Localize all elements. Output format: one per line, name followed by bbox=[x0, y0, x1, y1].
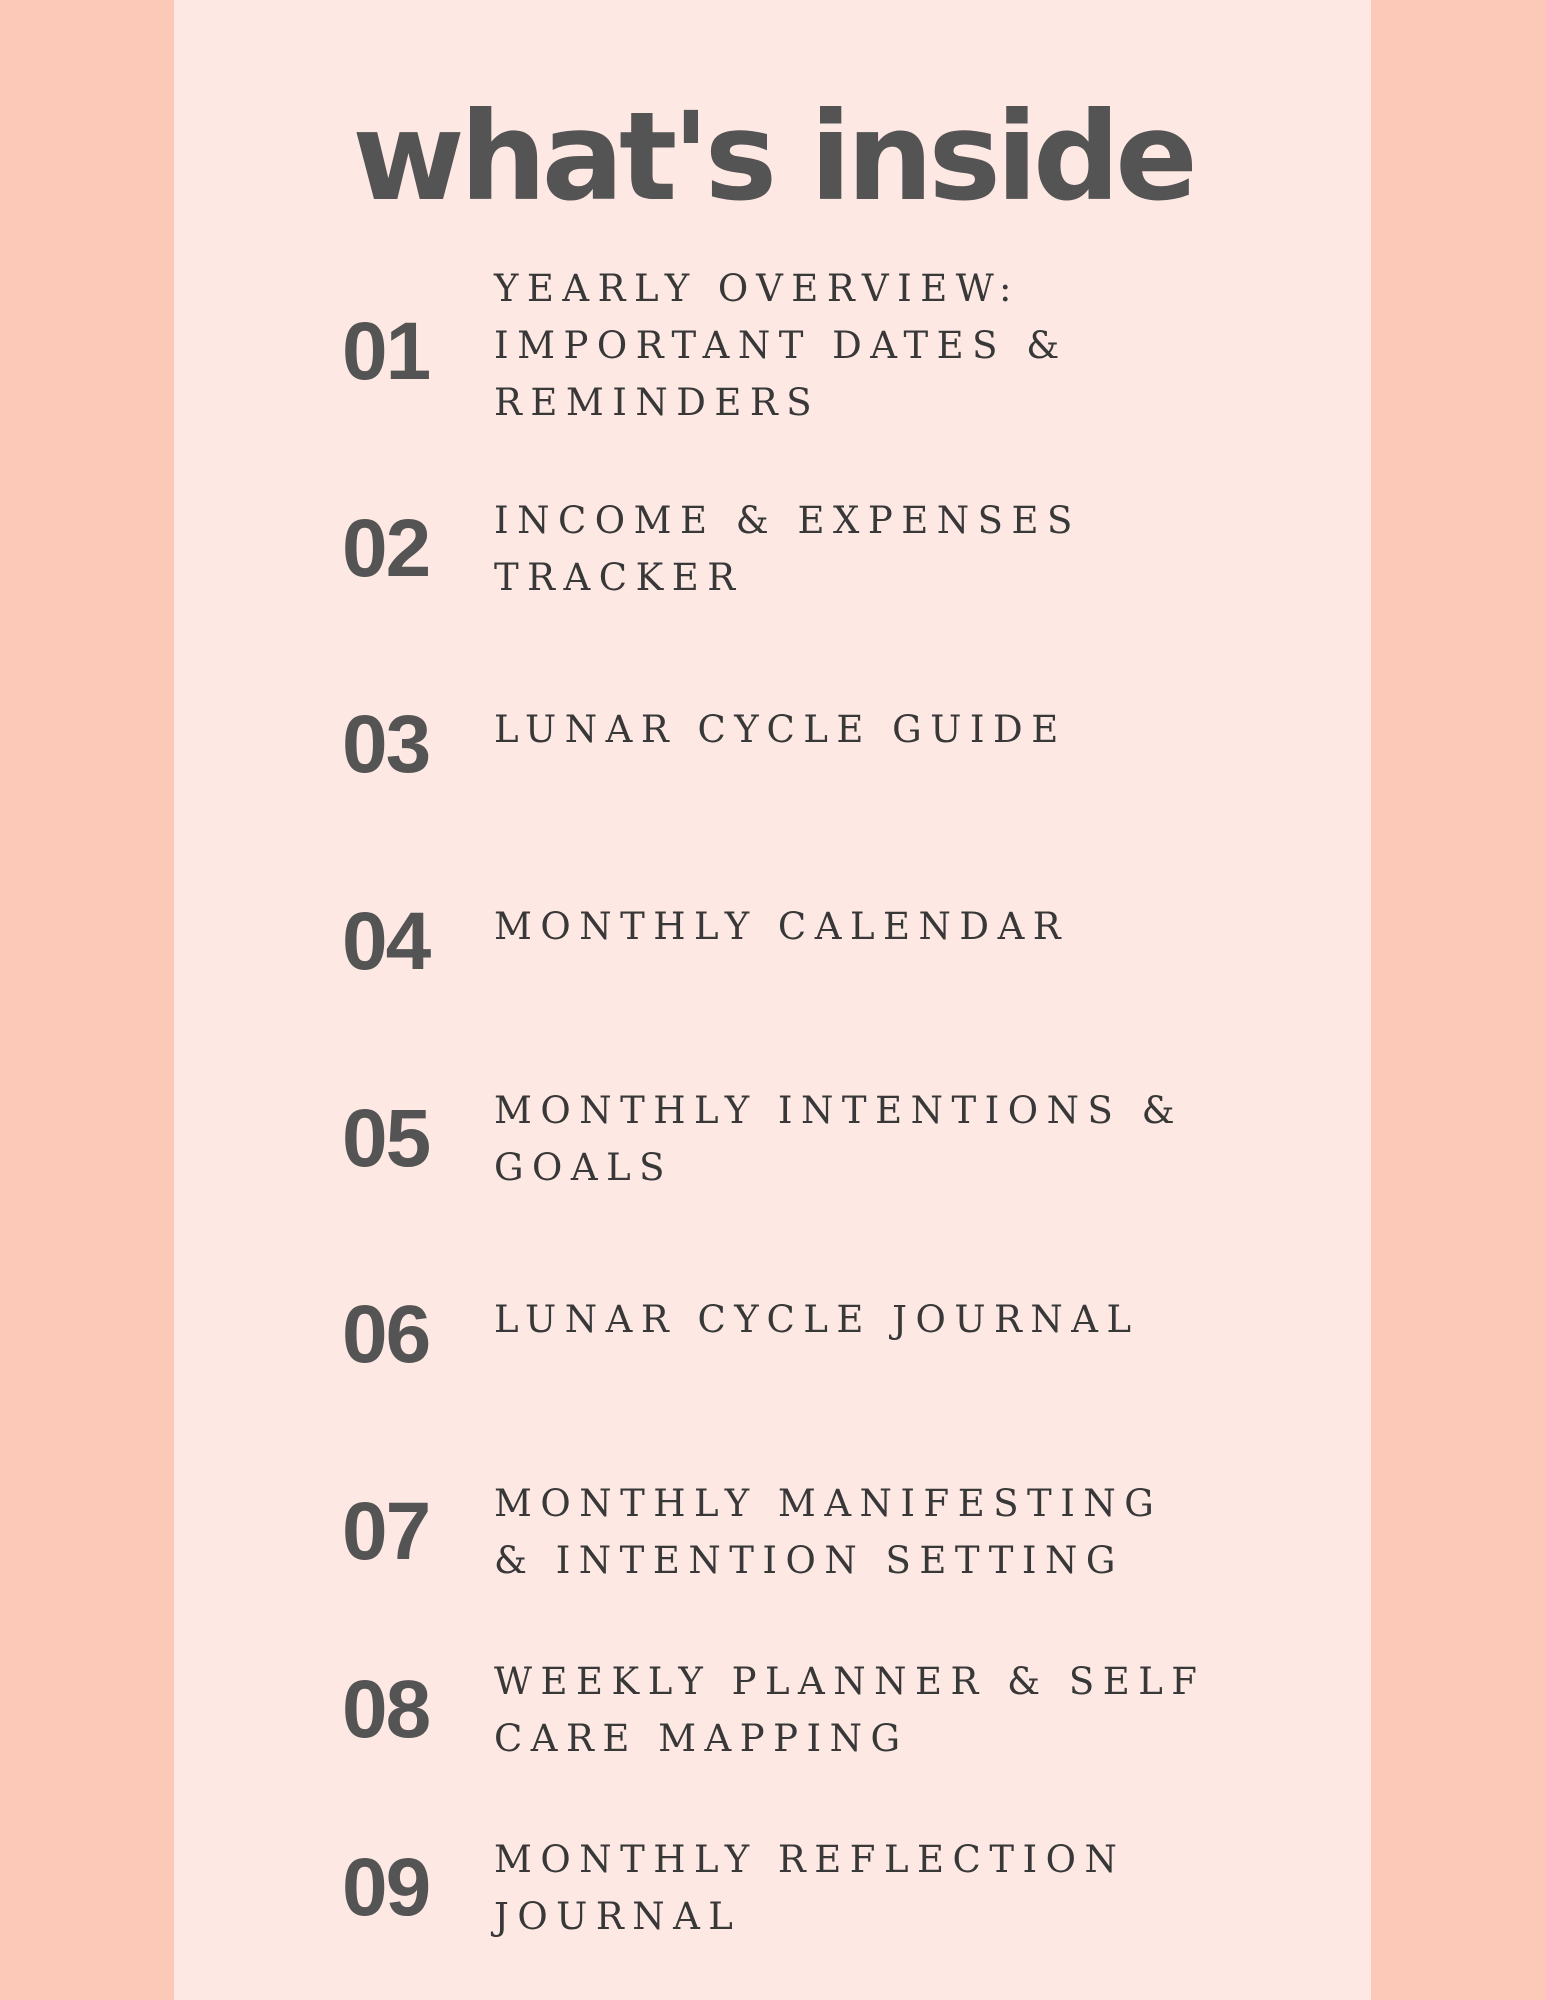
item-number: 09 bbox=[342, 1842, 430, 1933]
item-label-line: INCOME & EXPENSES bbox=[494, 499, 1081, 542]
item-label-line: LUNAR CYCLE JOURNAL bbox=[494, 1298, 1140, 1341]
item-label bbox=[494, 1653, 1254, 1767]
item-label-line: TRACKER bbox=[494, 556, 744, 599]
item-label-line: WEEKLY PLANNER & SELF bbox=[494, 1660, 1206, 1703]
page-title: what's inside bbox=[352, 86, 1193, 228]
item-label-line: MONTHLY MANIFESTING bbox=[494, 1482, 1163, 1525]
item-number: 08 bbox=[342, 1664, 430, 1755]
item-label bbox=[494, 898, 1254, 955]
item-label bbox=[494, 1291, 1254, 1348]
item-number: 01 bbox=[342, 306, 430, 397]
item-label-line: MONTHLY INTENTIONS & bbox=[494, 1089, 1184, 1132]
item-label-line: JOURNAL bbox=[494, 1895, 742, 1938]
item-label bbox=[494, 1831, 1254, 1945]
item-label bbox=[494, 492, 1254, 606]
item-label-line: CARE MAPPING bbox=[494, 1717, 909, 1760]
item-label-line: GOALS bbox=[494, 1146, 674, 1189]
content-panel bbox=[174, 0, 1371, 2000]
item-label-line: MONTHLY CALENDAR bbox=[494, 905, 1070, 948]
item-number: 04 bbox=[342, 896, 430, 987]
item-label-line: IMPORTANT DATES & bbox=[494, 324, 1068, 367]
item-number: 05 bbox=[342, 1093, 430, 1184]
item-label-line: MONTHLY REFLECTION bbox=[494, 1838, 1126, 1881]
item-label-line: & INTENTION SETTING bbox=[494, 1539, 1124, 1582]
item-number: 06 bbox=[342, 1289, 430, 1380]
item-label-line: LUNAR CYCLE GUIDE bbox=[494, 708, 1067, 751]
item-label-line: YEARLY OVERVIEW: bbox=[494, 267, 1020, 310]
item-label bbox=[494, 701, 1254, 758]
item-label bbox=[494, 1475, 1254, 1589]
item-label bbox=[494, 1082, 1254, 1196]
item-number: 02 bbox=[342, 503, 430, 594]
item-label-line: REMINDERS bbox=[494, 381, 821, 424]
item-number: 07 bbox=[342, 1486, 430, 1577]
item-number: 03 bbox=[342, 699, 430, 790]
item-label bbox=[494, 260, 1254, 431]
